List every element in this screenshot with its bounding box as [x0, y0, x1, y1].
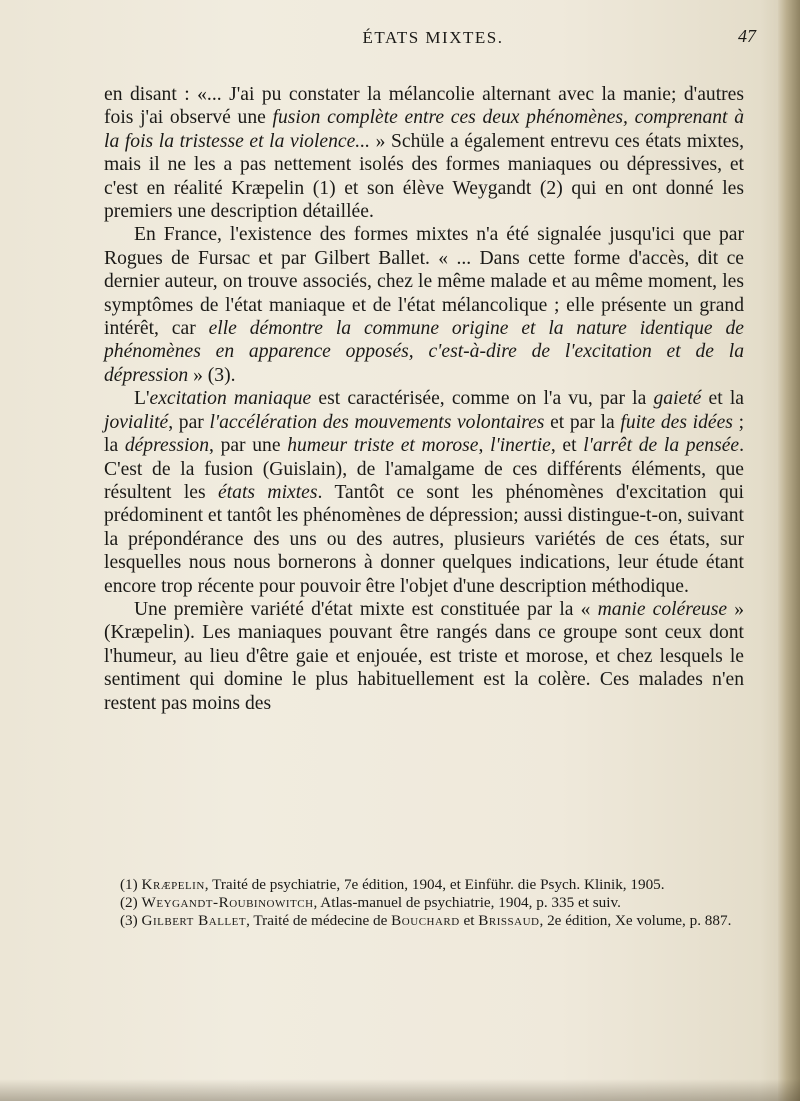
text-run: , Traité de psychiatrie, 7e édition, 1904, et Einführ. die Psych. Klinik, 1905. [204, 876, 665, 893]
italic-text: gaieté [653, 388, 702, 410]
page-edge-shadow [778, 0, 800, 1101]
author-name: Bouchard [391, 912, 460, 930]
text-run: , 2e édition, Xe volume, p. 887. [539, 912, 732, 930]
footnote [104, 876, 744, 894]
text-run: , et [550, 435, 584, 457]
text-run: et la [701, 388, 745, 410]
text-run: » (Kræpelin). Les maniaques pouvant être rangés dans ce groupe sont ceux dont l'humeur, au lieu d'être gaie et enjouée, est triste et morose, et chez lesquels le sentiment qui domine le plus habituellement est la colère. Ces malades n'en restent pas moins des [104, 598, 744, 714]
paragraph [104, 83, 744, 223]
italic-text: l'arrêt de la pensée [583, 435, 740, 457]
text-run: et par la [544, 411, 621, 433]
text-run: (3) [120, 912, 142, 930]
author-name: Kræpelin [141, 876, 205, 893]
running-title: ÉTATS MIXTES. [362, 28, 504, 47]
text-run: (2) [120, 894, 142, 912]
author-name: Brissaud [478, 912, 540, 930]
italic-text: dépression [124, 435, 209, 457]
author-name: Gilbert Ballet [141, 912, 247, 930]
text-run: (1) [120, 876, 142, 893]
text-run: , par une [209, 435, 288, 457]
italic-text: jovialité [104, 411, 169, 433]
text-run: » Schüle a également entrevu ces états mixtes, mais il ne les a pas nettement isolés des formes maniaques ou dépressives, et c'est en réalité Kræpelin (1) et son élève Weygandt (2) qui en ont donné les premiers une description détaillée. [104, 130, 744, 223]
paragraph [104, 223, 744, 387]
page-bottom-shadow [0, 1079, 800, 1101]
paragraph [104, 598, 744, 715]
footnotes [104, 876, 744, 931]
italic-text: états mixtes [218, 481, 318, 503]
text-run: . C'est de la fusion (Guislain), de l'amalgame de ces différents éléments, que résultent les [104, 435, 745, 503]
text-run: En France, l'existence des formes mixtes n'a été signalée jusqu'ici que par Rogues de Fursac et par Gilbert Ballet. « ... Dans cette forme d'accès, dit ce dernier auteur, on trouve associés, chez le même malade et au même moment, les symptômes de l'état maniaque et de l'état mélancolique ; elle présente un grand intérêt, car [104, 224, 744, 340]
text-run: » (3). [188, 364, 236, 386]
text-run: et [459, 912, 479, 930]
page-header [100, 24, 766, 54]
body-text [104, 83, 744, 715]
page-number: 47 [738, 26, 756, 46]
italic-text: fuite des idées [620, 411, 733, 433]
italic-text: l'accélération des mouvements volontaires [209, 411, 545, 433]
text-run: L' [134, 388, 150, 410]
text-run: est caractérisée, comme on l'a vu, par la [311, 388, 654, 410]
text-run: , Atlas-manuel de psychiatrie, 1904, p. 335 et suiv. [313, 894, 621, 912]
text-run: Une première variété d'état mixte est constituée par la « [134, 598, 598, 620]
text-run: , par [168, 411, 210, 433]
italic-text: humeur triste et morose [287, 435, 479, 457]
footnote [104, 894, 744, 912]
text-run: ; la [104, 411, 745, 457]
author-name: Weygandt-Roubinowitch [141, 894, 314, 912]
footnote [104, 912, 744, 930]
text-run: , Traité de médecine de [246, 912, 392, 930]
text-run: , [478, 435, 491, 457]
paragraph [104, 387, 744, 598]
italic-text: excitation maniaque [149, 388, 312, 410]
italic-text: fusion complète entre ces deux phénomènes, comprenant à la fois la tristesse et la violence... [104, 107, 744, 152]
italic-text: elle démontre la commune origine et la nature identique de phénomènes en apparence opposés, c'est-à-dire de l'excitation et de la dépression [104, 318, 744, 386]
text-run: en disant : «... J'ai pu constater la mélancolie alternant avec la manie; d'autres fois j'ai observé une [104, 84, 744, 129]
italic-text: manie coléreuse [597, 598, 728, 620]
italic-text: l'inertie [490, 435, 551, 457]
text-run: . Tantôt ce sont les phénomènes d'excitation qui prédominent et tantôt les phénomènes de dépression; aussi distingue-t-on, suivant la prépondérance des uns ou des autres, plusieurs variétés de ces états, sur lesquelles nous nous bornerons à donner quelques indications, leur étude étant encore trop récente pour pouvoir être l'objet d'une description méthodique. [104, 481, 744, 597]
